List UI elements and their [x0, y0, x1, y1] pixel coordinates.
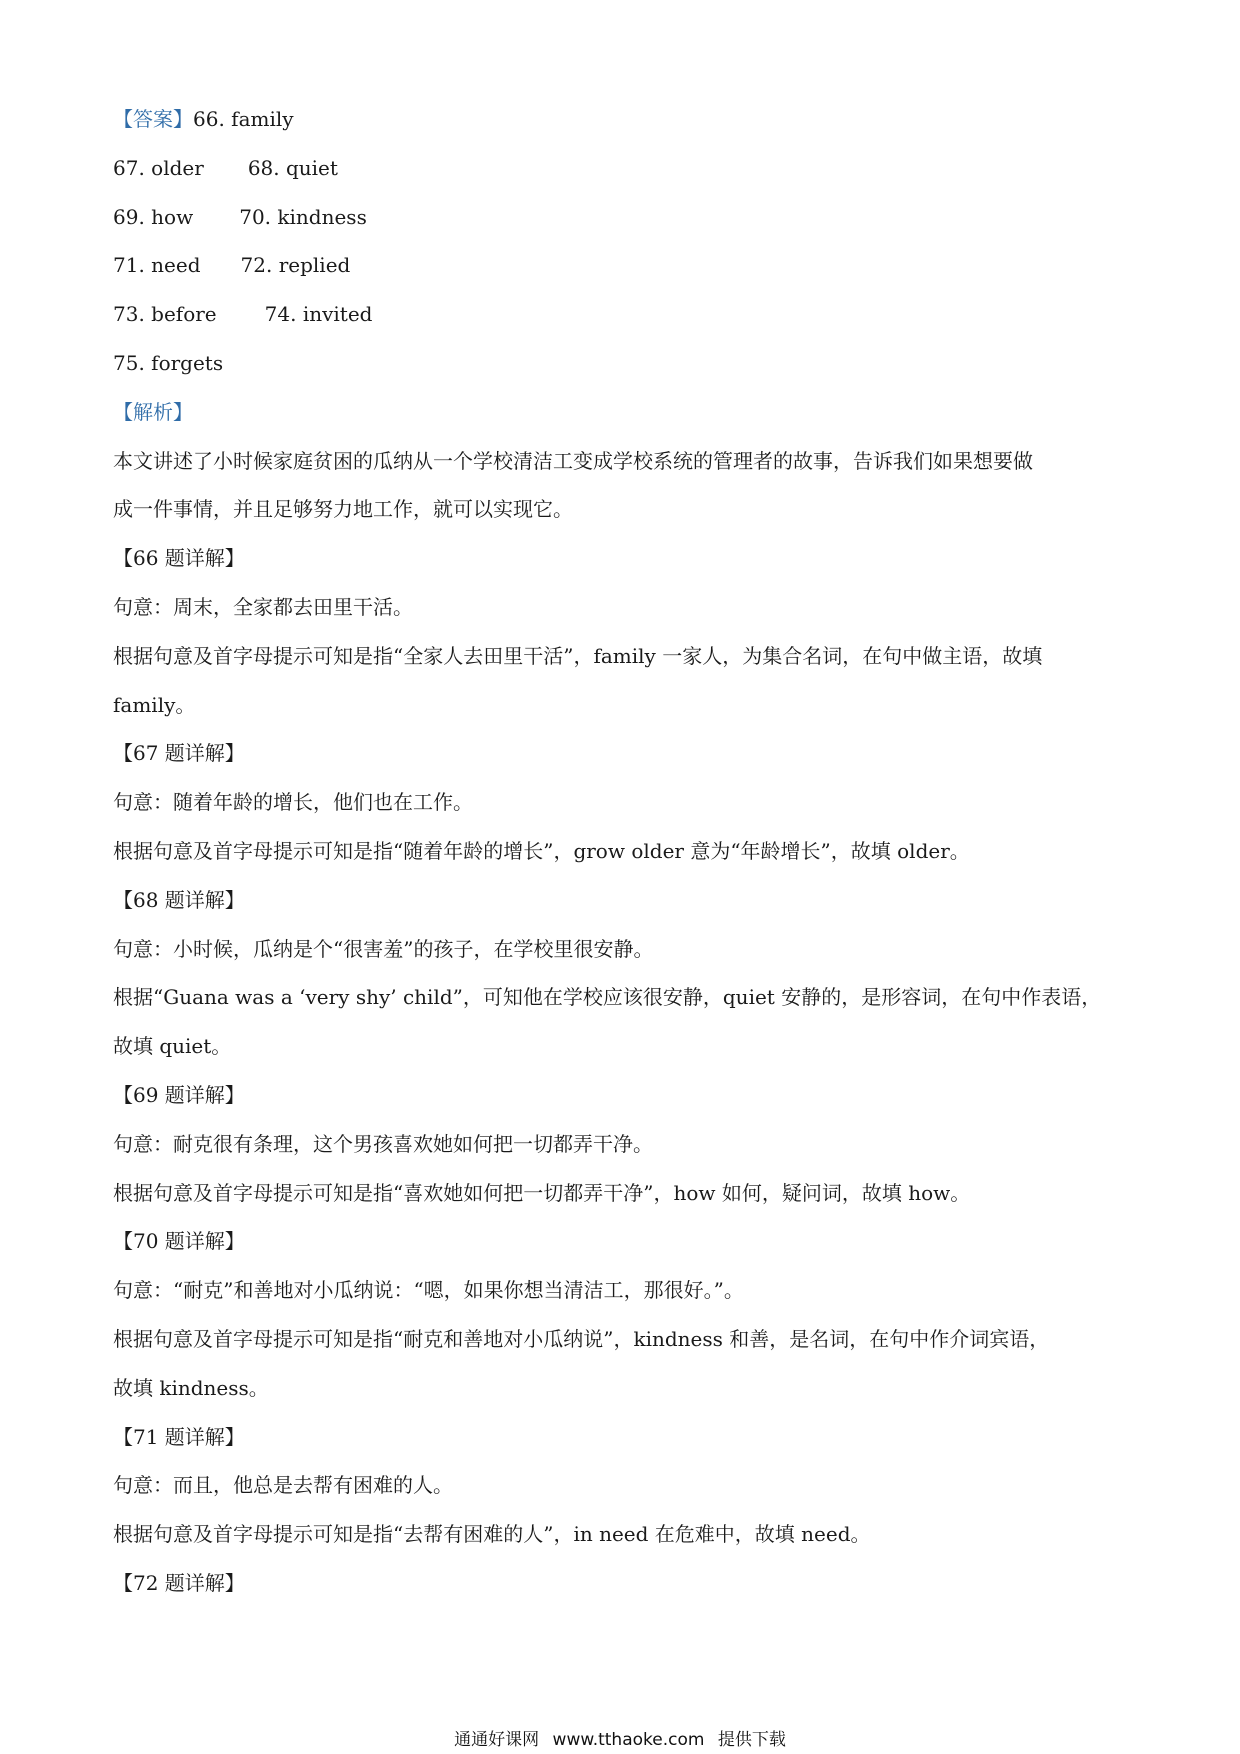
answer-66: 66. family [193, 107, 294, 131]
item-67-explain-1: 根据句意及首字母提示可知是指“随着年龄的增长”，grow older 意为“年龄增长”，故填 older。 [113, 838, 970, 863]
answer-72: 72. replied [240, 253, 351, 278]
item-69-explain-1: 根据句意及首字母提示可知是指“喜欢她如何把一切都弄干净”，how 如何，疑问词，故填 how。 [113, 1180, 971, 1205]
item-67-title: 【67 题详解】 [113, 741, 245, 766]
item-70-meaning: 句意：“耐克”和善地对小瓜纳说：“嗯，如果你想当清洁工，那很好。”。 [113, 1278, 744, 1303]
footer-suffix: 提供下载 [717, 1730, 786, 1750]
analysis-summary-line-2: 成一件事情，并且足够努力地工作，就可以实现它。 [113, 497, 573, 522]
item-66-meaning: 句意：周末，全家都去田里干活。 [113, 594, 413, 619]
item-71-title: 【71 题详解】 [113, 1424, 245, 1449]
analysis-heading [113, 388, 1133, 437]
item-66-explain-2: family。 [113, 692, 196, 717]
answer-row-67-68 [113, 144, 1133, 193]
item-72-title: 【72 题详解】 [113, 1570, 245, 1595]
document-body [113, 95, 1133, 1608]
item-70-title: 【70 题详解】 [113, 1229, 245, 1254]
item-66-explain-1: 根据句意及首字母提示可知是指“全家人去田里干活”，family 一家人，为集合名词，在句中做主语，故填 [113, 643, 1043, 668]
answer-75: 75. forgets [113, 350, 224, 375]
answer-line [113, 95, 1133, 144]
item-68-explain-2: 故填 quiet。 [113, 1034, 232, 1059]
item-71-meaning: 句意：而且，他总是去帮有困难的人。 [113, 1473, 453, 1498]
item-70-explain-2: 故填 kindness。 [113, 1375, 269, 1400]
answer-row-75 [113, 339, 1133, 388]
item-69-meaning: 句意：耐克很有条理，这个男孩喜欢她如何把一切都弄干净。 [113, 1131, 653, 1156]
item-68-explain-1: 根据“Guana was a ‘very shy’ child”，可知他在学校应该很安静，quiet 安静的，是形容词，在句中作表语， [113, 985, 1102, 1010]
answer-68: 68. quiet [247, 155, 338, 180]
answer-row-73-74 [113, 290, 1133, 339]
footer-url[interactable]: www.tthaoke.com [552, 1730, 705, 1750]
answer-71: 71. need [113, 253, 201, 278]
answer-73: 73. before [113, 302, 217, 327]
item-68-meaning: 句意：小时候，瓜纳是个“很害羞”的孩子，在学校里很安静。 [113, 936, 654, 961]
item-71-explain-1: 根据句意及首字母提示可知是指“去帮有困难的人”，in need 在危难中，故填 need。 [113, 1522, 871, 1547]
analysis-label: 【解析】 [113, 399, 193, 424]
answer-row-69-70 [113, 193, 1133, 242]
footer-site-name: 通通好课网 [454, 1730, 540, 1750]
answer-row-71-72 [113, 241, 1133, 290]
analysis-summary-line-1: 本文讲述了小时候家庭贫困的瓜纳从一个学校清洁工变成学校系统的管理者的故事，告诉我们如果想要做 [113, 448, 1033, 473]
item-70-explain-1: 根据句意及首字母提示可知是指“耐克和善地对小瓜纳说”，kindness 和善，是名词，在句中作介词宾语， [113, 1326, 1050, 1351]
answer-67: 67. older [113, 155, 204, 180]
answer-69: 69. how [113, 204, 194, 229]
item-68-title: 【68 题详解】 [113, 887, 245, 912]
answer-70: 70. kindness [239, 204, 367, 229]
item-69-title: 【69 题详解】 [113, 1082, 245, 1107]
answer-74: 74. invited [264, 302, 373, 327]
item-67-meaning: 句意：随着年龄的增长，他们也在工作。 [113, 790, 473, 815]
answer-label: 【答案】 [113, 107, 193, 131]
page-footer [0, 1725, 1240, 1750]
item-66-title: 【66 题详解】 [113, 546, 245, 571]
